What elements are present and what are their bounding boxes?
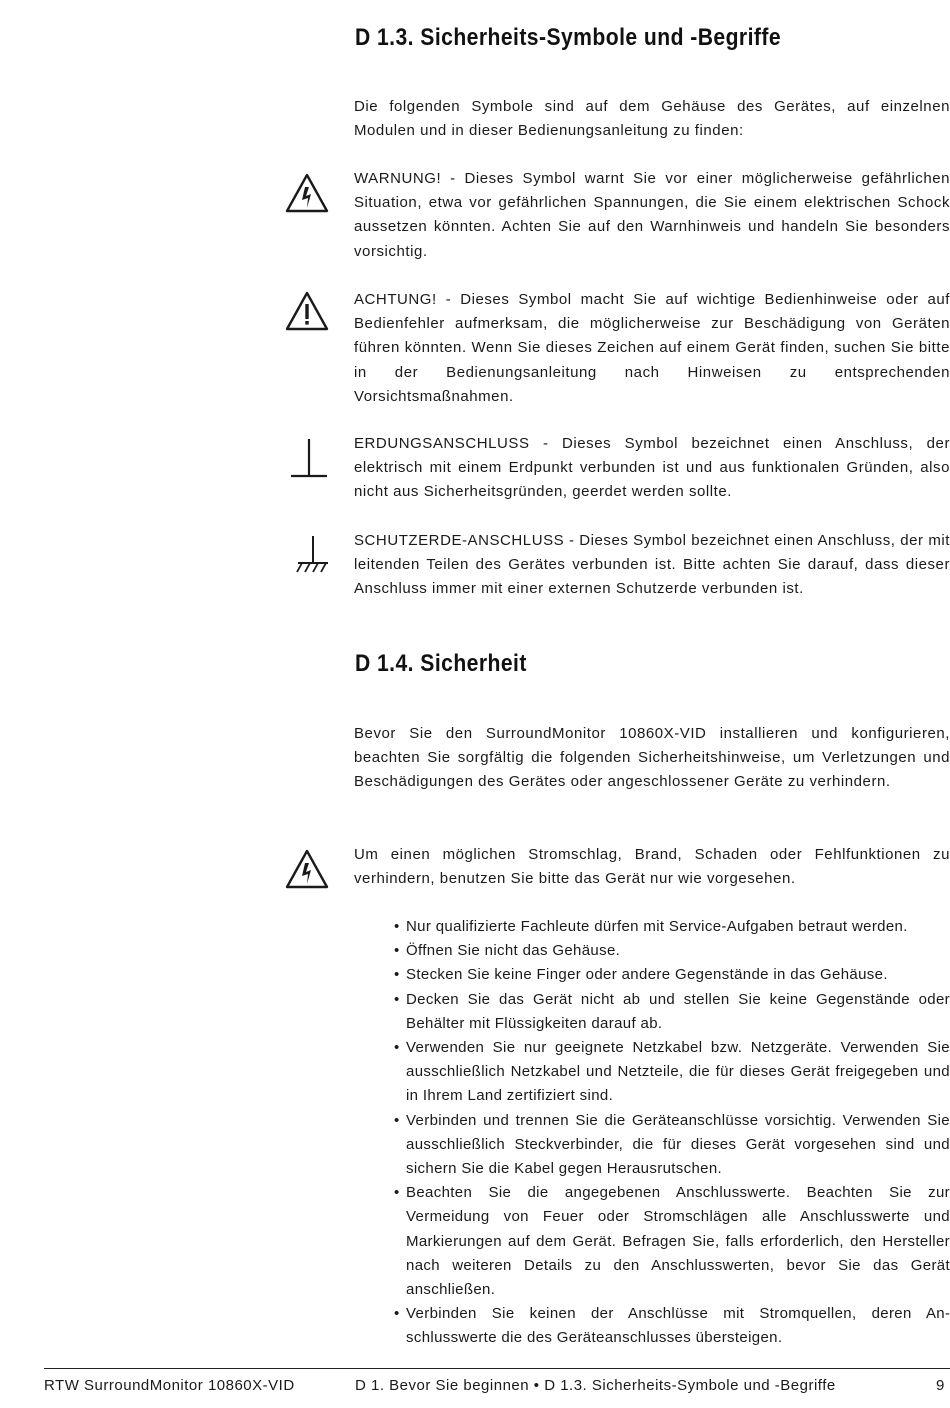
safety-warning-text: Um einen möglichen Stromschlag, Brand, Schaden oder Fehlfunktionen zu verhindern, benutzen Sie bitte das Gerät nur wie vorgesehen. xyxy=(354,846,950,888)
list-item: • Verbinden Sie keinen der Anschlüsse mit Stromquellen, deren Anschlusswerte die des Geräteanschlusses übersteigen. xyxy=(354,1302,950,1350)
safety-intro-paragraph: Bevor Sie den SurroundMonitor 10860X-VID installieren und konfigurieren, beachten Sie sorgfältig die folgenden Sicherheitshinweise, um Verletzungen und Beschädigungen des Gerätes oder angeschlossener Geräte zu verhindern. xyxy=(354,725,950,791)
list-item: • Nur qualifizierte Fachleute dürfen mit Service-Aufgaben betraut werden. xyxy=(354,915,950,939)
section-heading-d14: D 1.4. Sicherheit xyxy=(355,650,527,677)
footer-divider xyxy=(44,1368,950,1369)
list-item: • Verbinden und trennen Sie die Geräteanschlüsse vorsichtig. Verwenden Sie ausschließlich Steckverbinder, die für dieses Gerät vorgesehen sind und sichern Sie die Kabel gegen Herausrutschen. xyxy=(354,1109,950,1182)
footer-breadcrumb: D 1. Bevor Sie beginnen • D 1.3. Sicherheits-Symbole und -Begriffe xyxy=(355,1377,836,1394)
chassis-ground-icon xyxy=(292,534,332,576)
page-number: 9 xyxy=(936,1377,945,1394)
list-item: • Decken Sie das Gerät nicht ab und stellen Sie keine Gegenstände oder Behälter mit Flüssigkeiten darauf ab. xyxy=(354,988,950,1036)
list-item: • Beachten Sie die angegebenen Anschlusswerte. Beachten Sie zur Vermeidung von Feuer oder Stromschlägen alle Anschlusswerte und Markierungen auf dem Gerät. Befragen Sie, falls erforderlich, den Hersteller nach weiteren Details zu den Anschlusswerten, bevor Sie das Gerät anschließen. xyxy=(354,1181,950,1302)
section-intro-paragraph: Die folgenden Symbole sind auf dem Gehäuse des Gerätes, auf einzelnen Modulen und in dieser Bedienungsanleitung zu finden: xyxy=(354,98,950,140)
high-voltage-warning-icon xyxy=(284,848,330,890)
ground-symbol-description: ERDUNGSANSCHLUSS - Dieses Symbol bezeichnet einen Anschluss, der elektrisch mit einem Erdpunkt verbunden ist und aus funktionalen Gründen, also nicht aus Sicherheitsgründen, geerdet werden sollte. xyxy=(354,435,950,501)
footer-product-name: RTW SurroundMonitor 10860X-VID xyxy=(44,1377,295,1394)
list-item: • Verwenden Sie nur geeignete Netzkabel bzw. Netzgeräte. Verwenden Sie ausschließlich Netzkabel und Netzteile, die für dieses Gerät freigegeben und in Ihrem Land zertifiziert sind. xyxy=(354,1036,950,1109)
list-item: • Stecken Sie keine Finger oder andere Gegenstände in das Gehäuse. xyxy=(354,963,950,987)
list-item: • Öffnen Sie nicht das Gehäuse. xyxy=(354,939,950,963)
safety-bullet-list xyxy=(354,915,950,1351)
section-heading-d13: D 1.3. Sicherheits-Symbole und -Begriffe xyxy=(355,24,782,51)
high-voltage-warning-icon xyxy=(284,172,330,214)
ground-terminal-icon xyxy=(288,437,330,479)
warning-symbol-description: WARNUNG! - Dieses Symbol warnt Sie vor einer möglicherweise gefährlichen Situation, etwa vor gefährlichen Spannungen, die Sie einem elektrischen Schock aussetzen könnten. Achten Sie auf den Warnhinweis und handeln Sie besonders vorsichtig. xyxy=(354,170,950,260)
caution-symbol-description: ACHTUNG! - Dieses Symbol macht Sie auf wichtige Bedienhinweise oder auf Bedienfehler aufmerksam, die möglicherweise zur Beschädigung von Geräten führen könnten. Wenn Sie dieses Zeichen auf einem Gerät finden, suchen Sie bitte in der Bedienungsanleitung nach Hinweisen zu entsprechenden Vorsichtsmaßnahmen. xyxy=(354,291,950,405)
caution-exclamation-icon xyxy=(284,290,330,332)
protective-earth-symbol-description: SCHUTZERDE-ANSCHLUSS - Dieses Symbol bezeichnet einen Anschluss, der mit leitenden Teilen des Gerätes verbunden ist. Bitte achten Sie darauf, dass dieser Anschluss immer mit einer externen Schutzerde verbunden ist. xyxy=(354,532,950,598)
